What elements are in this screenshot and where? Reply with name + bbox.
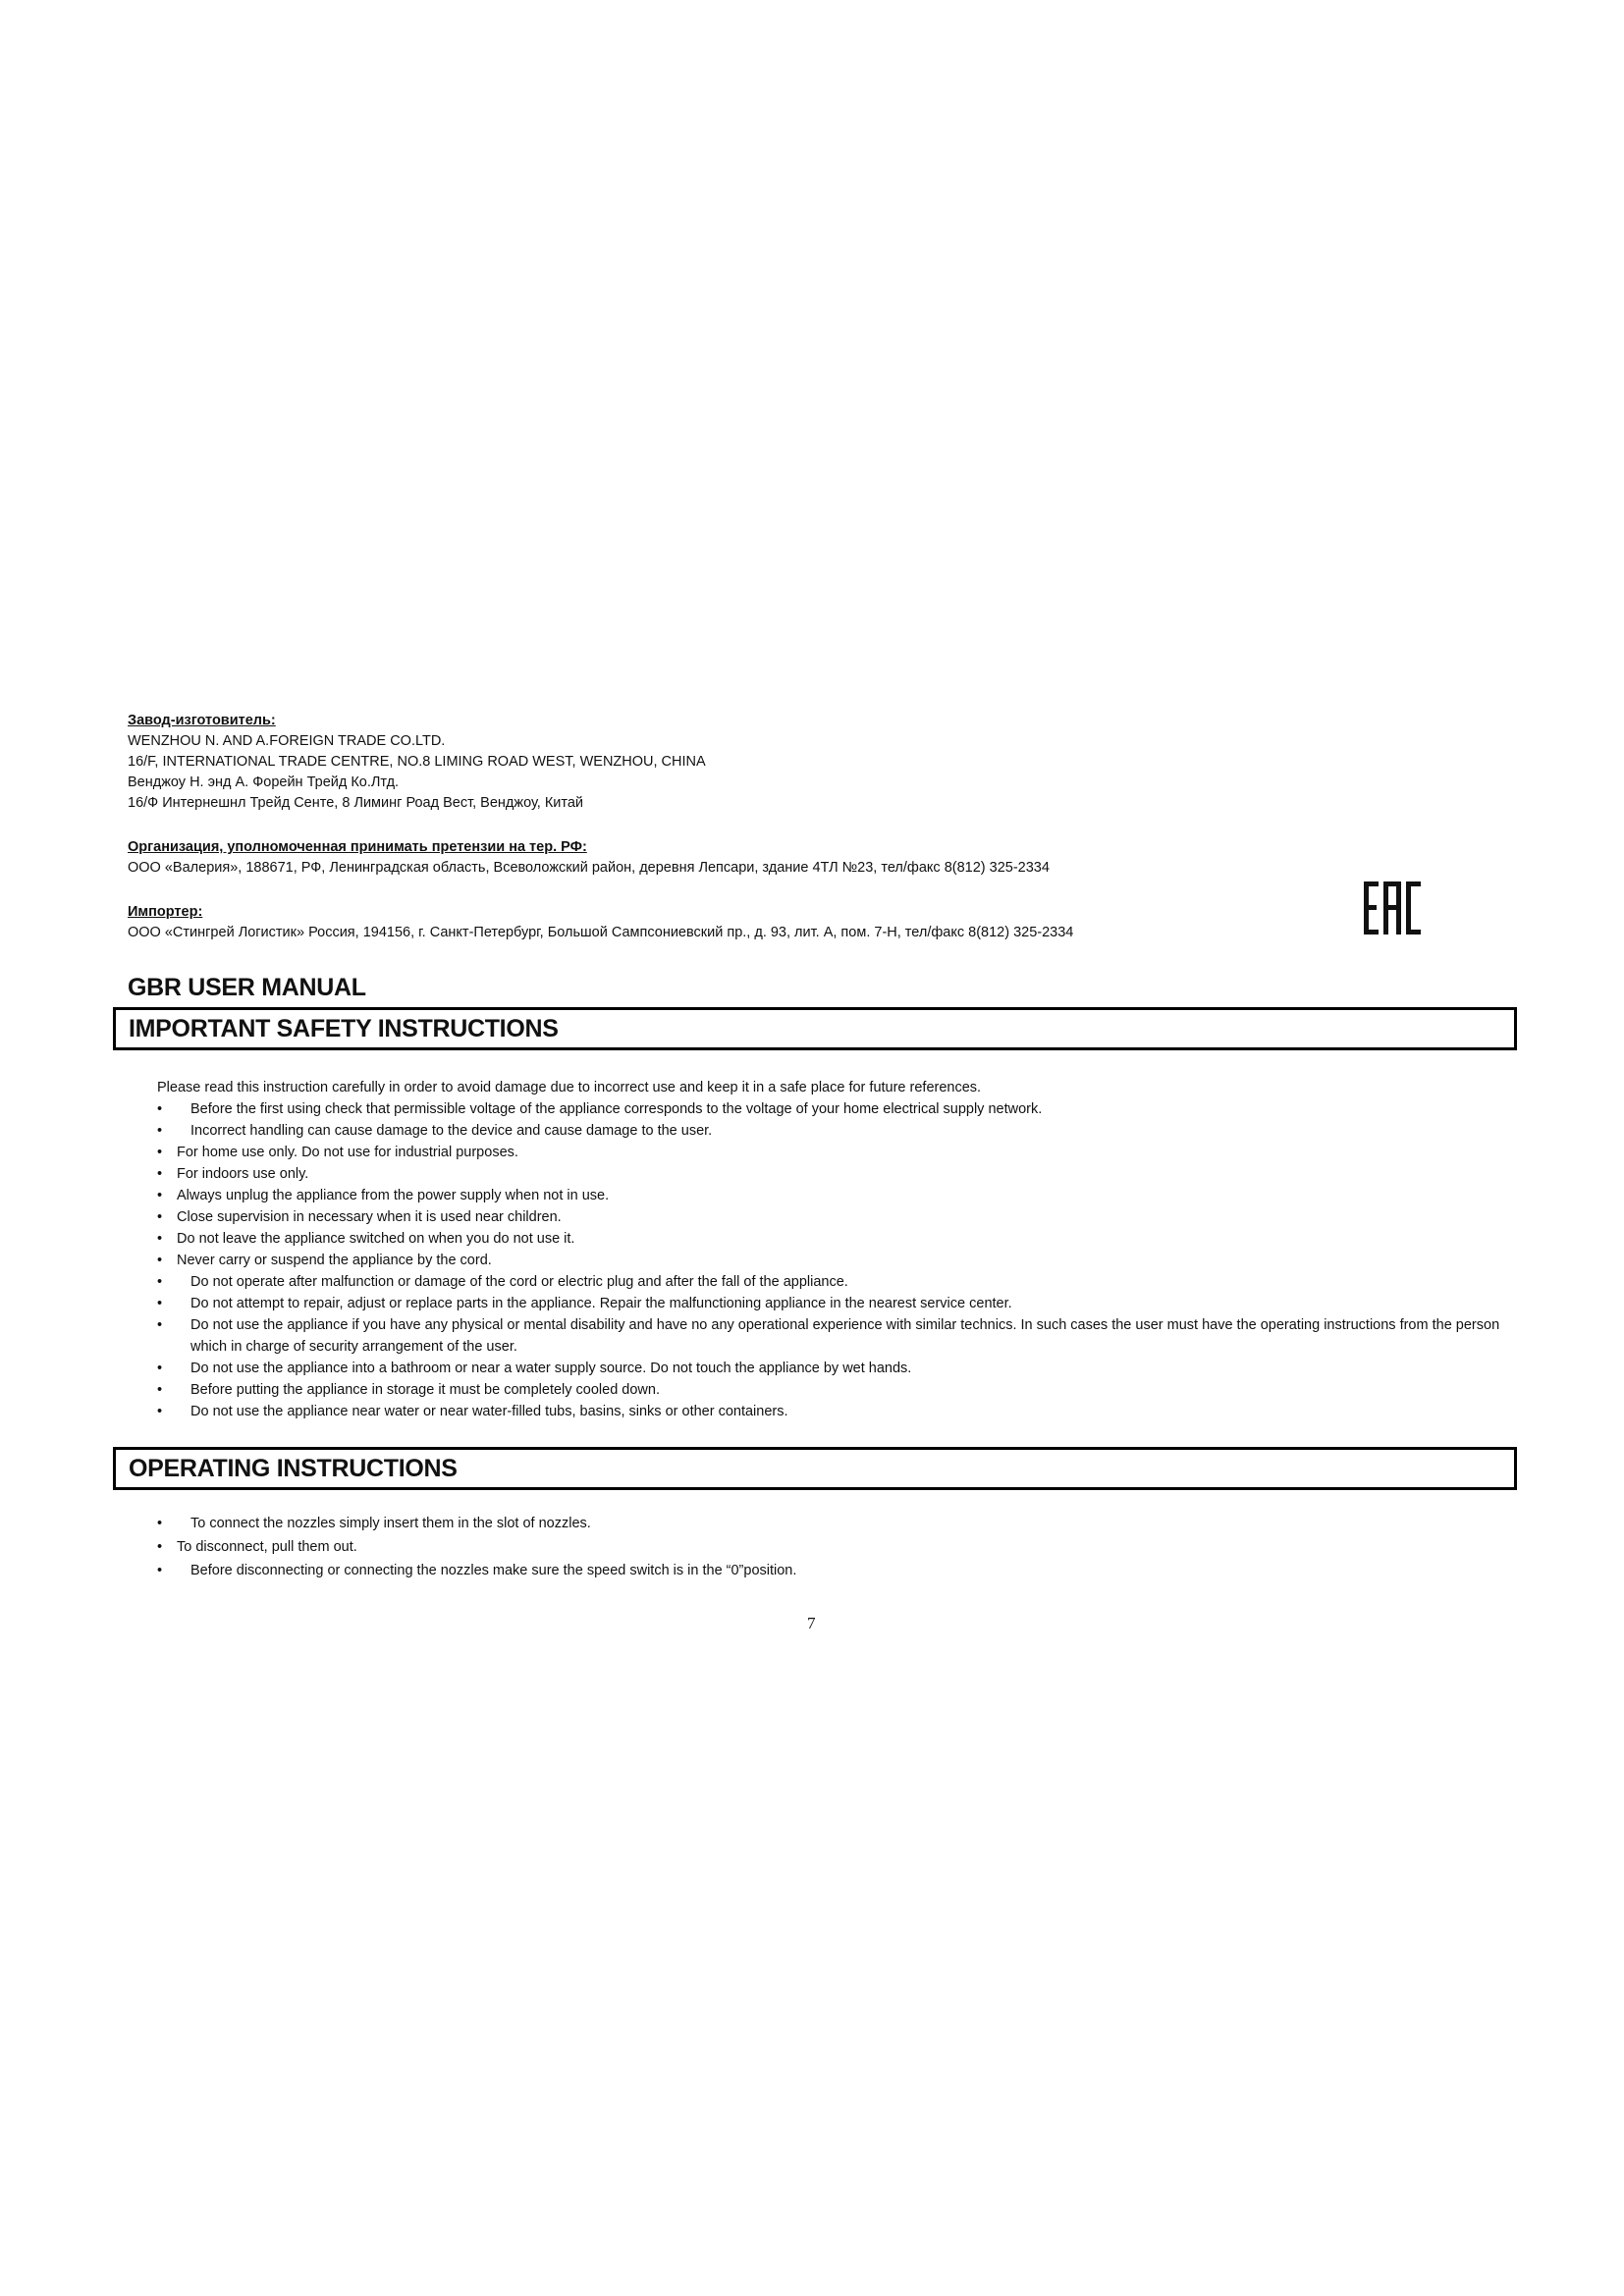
authorized-block <box>128 837 1050 879</box>
list-item-text: Before the first using check that permissible voltage of the appliance corresponds to the voltage of your home electrical supply network. <box>190 1101 1043 1117</box>
bullet: • <box>157 1101 163 1117</box>
list-item-text: Do not use the appliance into a bathroom or near a water supply source. Do not touch the appliance by wet hands. <box>190 1361 912 1376</box>
page-number: 7 <box>807 1614 816 1632</box>
list-item-text: Always unplug the appliance from the power supply when not in use. <box>177 1188 610 1203</box>
importer-heading: Импортер: <box>128 904 203 920</box>
manufacturer-line: 16/F, INTERNATIONAL TRADE CENTRE, NO.8 LIMING ROAD WEST, WENZHOU, CHINA <box>128 754 706 770</box>
list-item-text: For indoors use only. <box>177 1166 309 1182</box>
list-item <box>157 1185 1512 1206</box>
list-item <box>157 1120 1512 1142</box>
list-item-text: Do not leave the appliance switched on when you do not use it. <box>177 1231 575 1247</box>
list-item <box>157 1293 1512 1314</box>
safety-intro: Please read this instruction carefully in order to avoid damage due to incorrect use and keep it in a safe place for future references. <box>157 1080 982 1095</box>
bullet: • <box>157 1382 163 1398</box>
manufacturer-line: Венджоу Н. энд А. Форейн Трейд Ко.Лтд. <box>128 774 400 790</box>
bullet: • <box>157 1516 163 1531</box>
list-item <box>157 1098 1512 1120</box>
manufacturer-line: WENZHOU N. AND A.FOREIGN TRADE CO.LTD. <box>128 733 446 749</box>
importer-block <box>128 902 1073 943</box>
manual-title: GBR USER MANUAL <box>128 974 366 1001</box>
list-item-text: For home use only. Do not use for industrial purposes. <box>177 1145 518 1160</box>
authorized-heading: Организация, уполномоченная принимать претензии на тер. РФ: <box>128 839 587 855</box>
importer-text: ООО «Стингрей Логистик» Россия, 194156, г. Санкт-Петербург, Большой Сампсониевский пр., д. 93, лит. А, пом. 7-Н, тел/факс 8(812) 325-2334 <box>128 925 1074 940</box>
bullet: • <box>157 1253 163 1268</box>
operating-section-title: OPERATING INSTRUCTIONS <box>129 1455 458 1482</box>
safety-section-header <box>113 1007 1517 1050</box>
list-item <box>157 1206 1512 1228</box>
list-item-text: Incorrect handling can cause damage to the device and cause damage to the user. <box>190 1123 713 1139</box>
safety-section-title: IMPORTANT SAFETY INSTRUCTIONS <box>129 1015 559 1042</box>
manufacturer-line: 16/Ф Интернешнл Трейд Сенте, 8 Лиминг Роад Вест, Венджоу, Китай <box>128 795 584 811</box>
operating-section-header <box>113 1447 1517 1490</box>
bullet: • <box>157 1231 163 1247</box>
safety-content <box>157 1077 1512 1422</box>
list-item <box>157 1401 1512 1422</box>
bullet: • <box>157 1361 163 1376</box>
list-item <box>157 1250 1512 1271</box>
manufacturer-block <box>128 711 706 814</box>
list-item-text: To connect the nozzles simply insert them in the slot of nozzles. <box>190 1516 591 1531</box>
list-item-text: Before disconnecting or connecting the nozzles make sure the speed switch is in the “0”position. <box>190 1563 797 1578</box>
list-item-text: Do not operate after malfunction or damage of the cord or electric plug and after the fall of the appliance. <box>190 1274 848 1290</box>
bullet: • <box>157 1274 163 1290</box>
manufacturer-heading: Завод-изготовитель: <box>128 713 276 728</box>
eac-mark-icon <box>1363 880 1422 936</box>
authorized-text: ООО «Валерия», 188671, РФ, Ленинградская область, Всеволожский район, деревня Лепсари, здание 4ТЛ №23, тел/факс 8(812) 325-2334 <box>128 860 1050 876</box>
list-item-text: Do not use the appliance if you have any physical or mental disability and have no any operational experience with similar technics. In such cases the user must have the operating instructions from the person which in charge of security arrangement of the user. <box>190 1317 1500 1355</box>
list-item <box>157 1163 1512 1185</box>
list-item-text: Do not use the appliance near water or near water-filled tubs, basins, sinks or other containers. <box>190 1404 788 1419</box>
bullet: • <box>157 1123 163 1139</box>
list-item <box>157 1228 1512 1250</box>
bullet: • <box>157 1317 163 1333</box>
list-item <box>157 1142 1512 1163</box>
bullet: • <box>157 1188 163 1203</box>
list-item-text: To disconnect, pull them out. <box>177 1539 357 1555</box>
bullet: • <box>157 1296 163 1311</box>
bullet: • <box>157 1563 163 1578</box>
list-item-text: Do not attempt to repair, adjust or replace parts in the appliance. Repair the malfunctioning appliance in the nearest service center. <box>190 1296 1012 1311</box>
list-item <box>157 1271 1512 1293</box>
list-item-text: Close supervision in necessary when it is used near children. <box>177 1209 562 1225</box>
bullet: • <box>157 1209 163 1225</box>
list-item <box>157 1314 1512 1358</box>
list-item <box>157 1358 1512 1379</box>
operating-list <box>157 1512 1512 1582</box>
list-item-text: Never carry or suspend the appliance by the cord. <box>177 1253 492 1268</box>
bullet: • <box>157 1145 163 1160</box>
list-item <box>157 1512 1512 1535</box>
list-item <box>157 1559 1512 1582</box>
bullet: • <box>157 1404 163 1419</box>
operating-content <box>157 1512 1512 1582</box>
bullet: • <box>157 1166 163 1182</box>
list-item <box>157 1379 1512 1401</box>
list-item-text: Before putting the appliance in storage it must be completely cooled down. <box>190 1382 660 1398</box>
list-item <box>157 1535 1512 1559</box>
bullet: • <box>157 1539 163 1555</box>
safety-list <box>157 1098 1512 1422</box>
